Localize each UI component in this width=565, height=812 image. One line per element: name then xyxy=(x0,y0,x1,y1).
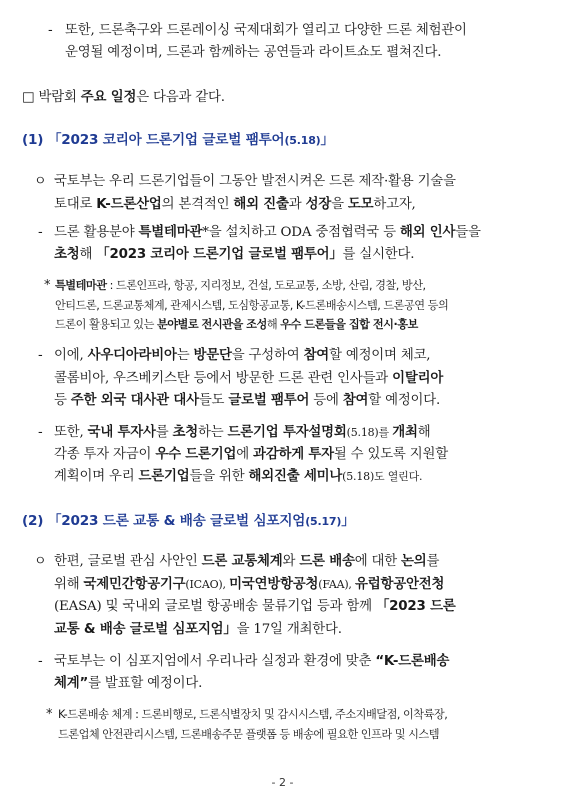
text-run-bold: 드론 배송 xyxy=(299,554,355,569)
text-run: 될 수 있도록 지원할 xyxy=(333,447,448,462)
sec1-p3-line-3 xyxy=(54,392,440,410)
text-run-bold: 논의 xyxy=(401,554,427,569)
dash-marker: - xyxy=(38,654,43,669)
sec1-p4-line-1 xyxy=(54,424,430,442)
dash-marker: - xyxy=(38,348,43,363)
text-run-bold: K-드론산업 xyxy=(96,197,162,212)
page-number: - 2 - xyxy=(271,776,294,789)
text-run: (EASA) 및 국내외 글로벌 항공배송 물류기업 등과 함께 xyxy=(54,599,376,614)
text-run: 들도 xyxy=(198,393,229,408)
section-1-heading xyxy=(22,131,334,150)
text-run: *을 설치하고 ODA 중점협력국 등 xyxy=(202,225,400,240)
text-run: 는 xyxy=(176,348,194,363)
sec1-note-line-2: 안티드론, 드론교통체계, 관제시스템, 도심항공교통, K-드론배송시스템, 드론공연 등의 xyxy=(55,299,449,312)
text-run-bold: 드론기업 투자설명회 xyxy=(227,425,347,440)
text-run: 등 xyxy=(54,393,71,408)
text-run: 위해 xyxy=(54,577,84,592)
text-run-bold: 방문단 xyxy=(193,348,232,363)
sec2-p2-line-1 xyxy=(54,653,449,671)
text-run-bold: 「2023 드론 xyxy=(375,599,456,614)
text-run: 드론 활용분야 xyxy=(54,225,139,240)
text-run-bold: 국내 투자사 xyxy=(87,425,156,440)
text-run-bold: 사우디아라비아 xyxy=(87,348,177,363)
intro-line-1: 또한, 드론축구와 드론레이싱 국제대회가 열리고 다양한 드론 체험관이 xyxy=(65,23,467,38)
text-run-bold: 성장 xyxy=(305,197,332,212)
text-run: 을 구성하여 xyxy=(231,348,304,363)
text-run: 를 실시한다. xyxy=(342,247,415,262)
text-run-bold: 교통 & 배송 글로벌 심포지엄」 xyxy=(54,622,237,637)
section-2-close: 」 xyxy=(341,513,355,529)
text-run-bold: 글로벌 팸투어 xyxy=(228,393,310,408)
text-run: 의 본격적인 xyxy=(161,197,234,212)
text-run-bold: 해외 진출 xyxy=(233,197,289,212)
section-1-close: 」 xyxy=(320,132,334,148)
checkbox-marker: □ xyxy=(22,90,35,105)
text-run-bold: 드론기업 xyxy=(138,469,190,484)
text-run-bold: 개최 xyxy=(392,425,418,440)
schedule-post: 은 다음과 같다. xyxy=(136,90,225,105)
sec1-p1-line-2 xyxy=(54,196,416,214)
sec2-p1-line-2 xyxy=(54,576,444,594)
text-run: 하고자, xyxy=(373,197,416,212)
text-run: 콜롬비아, 우즈베키스탄 등에서 방문한 드론 관련 인사들과 xyxy=(54,371,393,386)
text-run: 이에, xyxy=(54,348,88,363)
text-run-bold: 특별테마관 xyxy=(55,279,107,292)
text-run: 한편, 글로벌 관심 사안인 xyxy=(54,554,202,569)
text-run: : 드론인프라, 항공, 지리정보, 건설, 도로교통, 소방, 산림, 경찰, 방산, xyxy=(106,279,426,292)
asterisk-marker: * xyxy=(44,278,50,293)
sec2-p1-line-4 xyxy=(54,621,342,639)
text-run: 에 xyxy=(236,447,253,462)
text-run: 을 17일 개최한다. xyxy=(236,622,342,637)
circle-marker: ㅇ xyxy=(34,174,47,189)
sec1-p4-line-3 xyxy=(54,468,422,486)
text-run: 해 xyxy=(266,318,281,331)
text-run: 들을 위한 xyxy=(189,469,249,484)
sec1-note-line-1 xyxy=(55,277,426,295)
section-1-date: (5.18) xyxy=(284,134,321,147)
sec1-p2-line-2 xyxy=(54,246,414,264)
text-run-bold: 유럽항공안전청 xyxy=(355,577,445,592)
text-run-bold: 참여 xyxy=(303,348,330,363)
dash-marker: - xyxy=(38,425,43,440)
text-run: 를 xyxy=(155,425,173,440)
text-run: (ICAO), xyxy=(185,578,230,591)
text-run: 들을 xyxy=(455,225,481,240)
asterisk-marker: * xyxy=(46,707,52,722)
text-run-bold: 미국연방항공청 xyxy=(229,577,319,592)
sec1-p3-line-2 xyxy=(54,370,443,388)
text-run-bold: 분야별로 전시관을 조성 xyxy=(156,318,267,331)
text-run: 드론이 활용되고 있는 xyxy=(55,318,157,331)
text-run-bold: 도모 xyxy=(347,197,374,212)
text-run-bold: 이탈리아 xyxy=(392,371,444,386)
text-run-bold: 참여 xyxy=(342,393,369,408)
text-run: 국토부는 이 심포지엄에서 우리나라 실정과 환경에 맞춘 xyxy=(54,654,376,669)
text-run: 에 대한 xyxy=(354,554,402,569)
sec2-note-line-2: 드론업체 안전관리시스템, 드론배송주문 플랫폼 등 배송에 필요한 인프라 및 시스템 xyxy=(58,728,440,741)
sec2-p1-line-3 xyxy=(54,598,456,616)
text-run: 계획이며 우리 xyxy=(54,469,139,484)
text-run: 할 예정이다. xyxy=(368,393,441,408)
text-run: 와 xyxy=(282,554,300,569)
text-run-bold: 초청 xyxy=(172,425,199,440)
intro-line-2: 운영될 예정이며, 드론과 함께하는 공연들과 라이트쇼도 펼쳐진다. xyxy=(65,45,442,60)
sec1-p2-line-1 xyxy=(54,224,481,242)
text-run: (5.18)도 열린다. xyxy=(342,470,423,483)
schedule-bold: 주요 일정 xyxy=(80,90,137,105)
text-run-bold: 국제민간항공기구 xyxy=(83,577,186,592)
schedule-pre: 박람회 xyxy=(38,90,81,105)
text-run-bold: 과감하게 투자 xyxy=(253,447,334,462)
text-run: (FAA), xyxy=(318,578,356,591)
text-run: 할 예정이며 체코, xyxy=(329,348,431,363)
sec1-p3-line-1 xyxy=(54,347,430,365)
section-2-date: (5.17) xyxy=(305,515,342,528)
dash-marker: - xyxy=(38,225,43,240)
section-2-heading xyxy=(22,512,355,531)
dash-marker: - xyxy=(48,23,53,38)
text-run-bold: 드론 교통체계 xyxy=(201,554,283,569)
text-run: 을 xyxy=(331,197,348,212)
section-1-title: (1) 「2023 코리아 드론기업 글로벌 팸투어 xyxy=(22,132,285,148)
circle-marker: ㅇ xyxy=(34,554,47,569)
sec1-p1-line-1: 국토부는 우리 드론기업들이 그동안 발전시켜온 드론 제작·활용 기술을 xyxy=(54,174,456,189)
text-run: 해 xyxy=(417,425,431,440)
text-run-bold: 「2023 코리아 드론기업 글로벌 팸투어」 xyxy=(96,247,343,262)
sec1-p4-line-2 xyxy=(54,446,448,464)
sec2-note-line-1: K-드론배송 체계 : 드론비행로, 드론식별장치 및 감시시스템, 주소지배달점, 이착륙장, xyxy=(58,708,448,721)
sec1-note-line-3 xyxy=(55,316,418,334)
text-run: 하는 xyxy=(198,425,228,440)
text-run: 또한, xyxy=(54,425,88,440)
text-run-bold: 우수 드론기업 xyxy=(155,447,237,462)
text-run: 등에 xyxy=(309,393,343,408)
text-run: (5.18)를 xyxy=(346,426,393,439)
text-run-bold: 체계” xyxy=(54,676,89,691)
text-run-bold: 우수 드론들을 집합 전시·홍보 xyxy=(280,318,418,331)
sec2-p2-line-2 xyxy=(54,675,202,693)
text-run-bold: 해외진출 세미나 xyxy=(248,469,343,484)
text-run-bold: 주한 외국 대사관 대사 xyxy=(70,393,199,408)
text-run: 토대로 xyxy=(54,197,97,212)
sec2-p1-line-1 xyxy=(54,553,439,571)
text-run-bold: “K-드론배송 xyxy=(375,654,450,669)
text-run-bold: 해외 인사 xyxy=(399,225,456,240)
text-run: 를 발표할 예정이다. xyxy=(88,676,203,691)
text-run-bold: 초청 xyxy=(54,247,80,262)
text-run: 각종 투자 자금이 xyxy=(54,447,156,462)
text-run: 과 xyxy=(288,197,306,212)
section-2-title: (2) 「2023 드론 교통 & 배송 글로벌 심포지엄 xyxy=(22,513,306,529)
schedule-line xyxy=(22,89,225,107)
text-run: 를 xyxy=(426,554,440,569)
text-run: 해 xyxy=(79,247,97,262)
text-run-bold: 특별테마관 xyxy=(138,225,203,240)
